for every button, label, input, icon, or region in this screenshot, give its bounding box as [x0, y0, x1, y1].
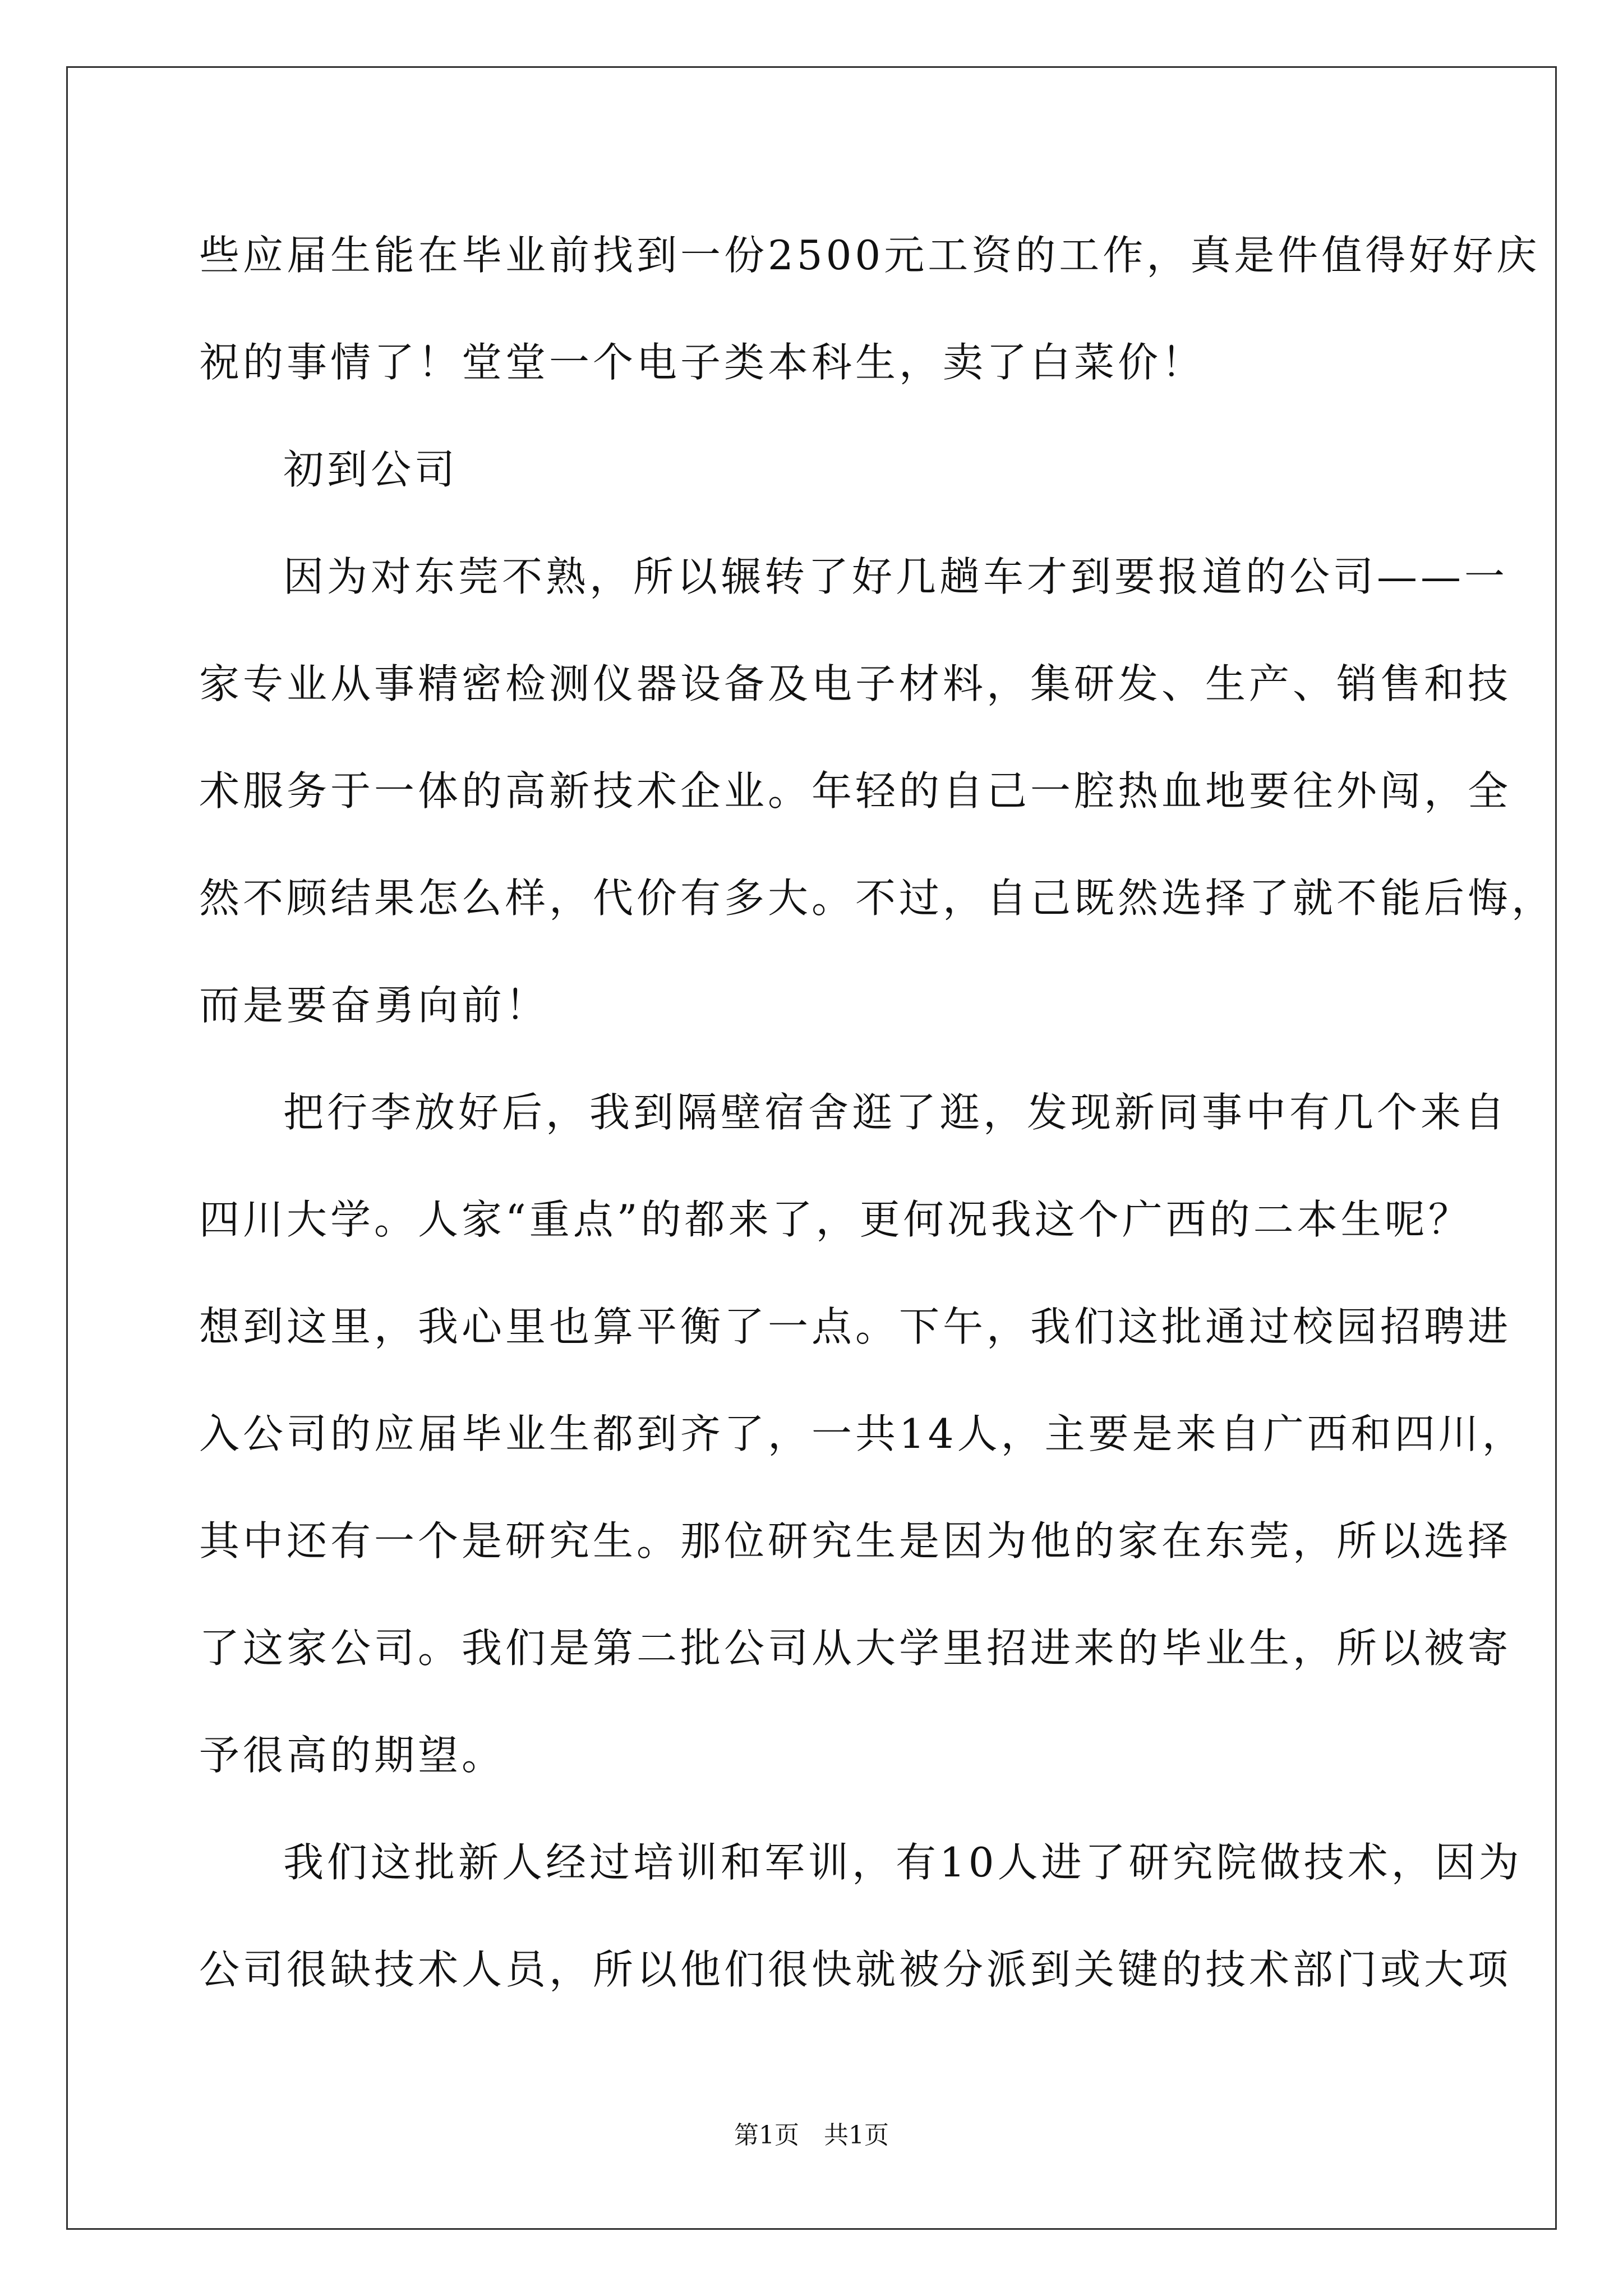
document-body	[199, 202, 1556, 2023]
text-line: 四川大学。人家“重点”的都来了，更何况我这个广西的二本生呢？	[199, 1196, 1472, 1243]
text-line: 而是要奋勇向前！	[199, 982, 550, 1029]
text-line: 祝的事情了！堂堂一个电子类本科生，卖了白菜价！	[199, 339, 1206, 386]
text-line: 了这家公司。我们是第二批公司从大学里招进来的毕业生，所以被寄	[199, 1625, 1512, 1672]
text-line: 因为对东莞不熟，所以辗转了好几趟车才到要报道的公司——一	[283, 553, 1509, 600]
text-line: 想到这里，我心里也算平衡了一点。下午，我们这批通过校园招聘进	[199, 1303, 1512, 1350]
text-line: 术服务于一体的高新技术企业。年轻的自己一腔热血地要往外闯，全	[199, 767, 1512, 815]
text-line: 然不顾结果怎么样，代价有多大。不过，自己既然选择了就不能后悔，	[199, 875, 1556, 922]
text-line: 我们这批新人经过培训和军训，有10人进了研究院做技术，因为	[283, 1839, 1523, 1886]
text-line: 把行李放好后，我到隔壁宿舍逛了逛，发现新同事中有几个来自	[283, 1089, 1509, 1136]
text-line: 公司很缺技术人员，所以他们很快就被分派到关键的技术部门或大项	[199, 1946, 1512, 1993]
text-line: 入公司的应届毕业生都到齐了，一共14人，主要是来自广西和四川，	[199, 1410, 1526, 1457]
text-line: 些应届生能在毕业前找到一份2500元工资的工作，真是件值得好好庆	[199, 232, 1541, 279]
section-heading: 初到公司	[283, 446, 459, 493]
text-line: 家专业从事精密检测仪器设备及电子材料，集研发、生产、销售和技	[199, 660, 1512, 707]
page-number-footer: 第1页 共1页	[734, 2121, 889, 2150]
text-line: 予很高的期望。	[199, 1732, 506, 1779]
text-line: 其中还有一个是研究生。那位研究生是因为他的家在东莞，所以选择	[199, 1517, 1512, 1565]
